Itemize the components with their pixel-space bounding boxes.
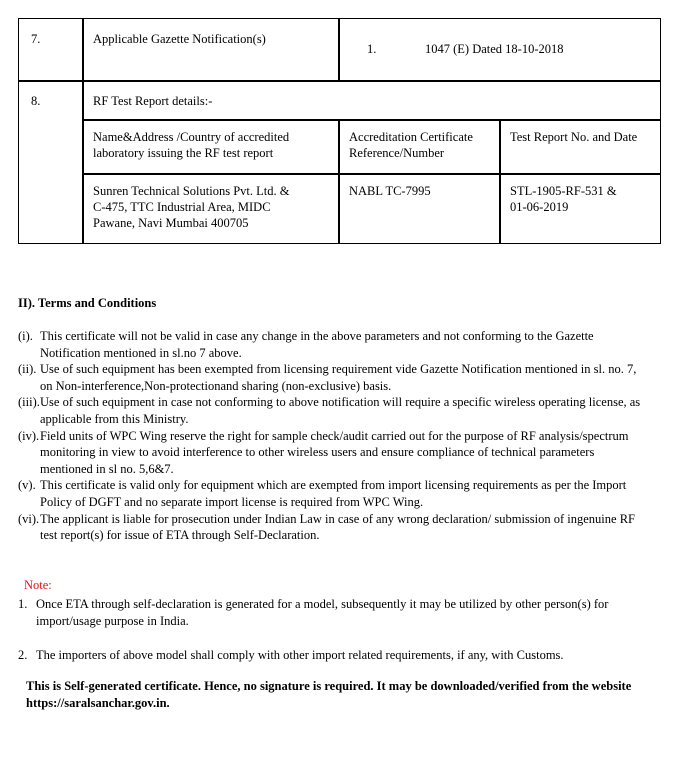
lab-line: C-475, TTC Industrial Area, MIDC bbox=[93, 200, 271, 214]
divider bbox=[82, 19, 84, 243]
note-text: Once ETA through self-declaration is generated for a model, subsequently it may be utilized by other person(s) for import/usage purpose in India. bbox=[36, 597, 609, 628]
term-item bbox=[18, 394, 648, 427]
term-number: (vi). bbox=[18, 511, 40, 526]
report-line: STL-1905-RF-531 & bbox=[510, 184, 617, 198]
divider bbox=[82, 173, 660, 175]
report-line: 01-06-2019 bbox=[510, 200, 569, 214]
note-number: 1. bbox=[18, 597, 28, 611]
term-text: This certificate is valid only for equipment which are exempted from import licensing requirements as per the Import Policy of DGFT and no separate import license is required from WPC Wing. bbox=[40, 478, 627, 509]
term-number: (iii). bbox=[18, 395, 40, 410]
divider bbox=[82, 119, 660, 121]
lab-name-address bbox=[93, 183, 333, 231]
note-item bbox=[18, 647, 658, 664]
divider bbox=[338, 19, 340, 81]
terms-list bbox=[18, 328, 648, 544]
header-lab: Name&Address /Country of accredited laboratory issuing the RF test report bbox=[93, 130, 290, 160]
note-item bbox=[18, 596, 658, 629]
note-label: Note: bbox=[24, 578, 52, 592]
divider bbox=[338, 119, 340, 243]
term-number: (v). bbox=[18, 478, 36, 493]
term-text: Field units of WPC Wing reserve the right for sample check/audit carried out for the purpose of RF analysis/spectrum monitoring in view to avoid interference to other wireless users and ensure compliance of technical parameters mentioned in sl no. 5,6&7. bbox=[40, 428, 629, 476]
row7-item-value: 1047 (E) Dated 18-10-2018 bbox=[425, 42, 564, 56]
header-accreditation: Accreditation Certificate Reference/Number bbox=[349, 130, 473, 160]
self-generated-notice: This is Self-generated certificate. Hence, no signature is required. It may be downloaded/verified from the website https://saralsanchar.gov.in. bbox=[26, 679, 632, 710]
term-item bbox=[18, 511, 648, 544]
row8-label: RF Test Report details:- bbox=[93, 94, 213, 108]
row7-number: 7. bbox=[31, 32, 41, 46]
test-report-number bbox=[510, 183, 617, 215]
term-number: (ii). bbox=[18, 362, 37, 377]
term-text: Use of such equipment in case not conforming to above notification will require a specific wireless operating license, as applicable from this Ministry. bbox=[40, 395, 641, 426]
note-text: The importers of above model shall comply with other import related requirements, if any, with Customs. bbox=[36, 648, 564, 663]
row7-label: Applicable Gazette Notification(s) bbox=[93, 32, 266, 46]
notes-list bbox=[18, 596, 658, 664]
term-number: (iv). bbox=[18, 428, 40, 443]
term-item bbox=[18, 477, 648, 510]
accreditation-number: NABL TC-7995 bbox=[349, 184, 431, 198]
divider bbox=[19, 80, 660, 82]
term-item bbox=[18, 428, 648, 478]
note-number: 2. bbox=[18, 648, 28, 663]
divider bbox=[499, 119, 501, 243]
row8-number: 8. bbox=[31, 94, 41, 108]
term-text: The applicant is liable for prosecution under Indian Law in case of any wrong declaration/ submission of ingenuine RF test report(s) for issue of ETA through Self-Declaration. bbox=[40, 511, 635, 543]
term-text: Use of such equipment has been exempted from licensing requirement vide Gazette Notification mentioned in sl. no. 7, on Non-interference,Non-protectionand sharing (non-exclusive) basis. bbox=[40, 362, 637, 393]
lab-line: Pawane, Navi Mumbai 400705 bbox=[93, 216, 249, 230]
term-item bbox=[18, 361, 648, 394]
lab-line: Sunren Technical Solutions Pvt. Ltd. & bbox=[93, 184, 290, 198]
term-item bbox=[18, 328, 648, 361]
row7-item-number: 1. bbox=[367, 42, 377, 56]
term-text: This certificate will not be valid in case any change in the above parameters and not conforming to the Gazette Notification mentioned in sl.no 7 above. bbox=[40, 329, 594, 360]
header-report: Test Report No. and Date bbox=[510, 130, 638, 144]
details-table bbox=[18, 18, 661, 244]
term-number: (i). bbox=[18, 329, 33, 343]
terms-title: II). Terms and Conditions bbox=[18, 296, 157, 310]
